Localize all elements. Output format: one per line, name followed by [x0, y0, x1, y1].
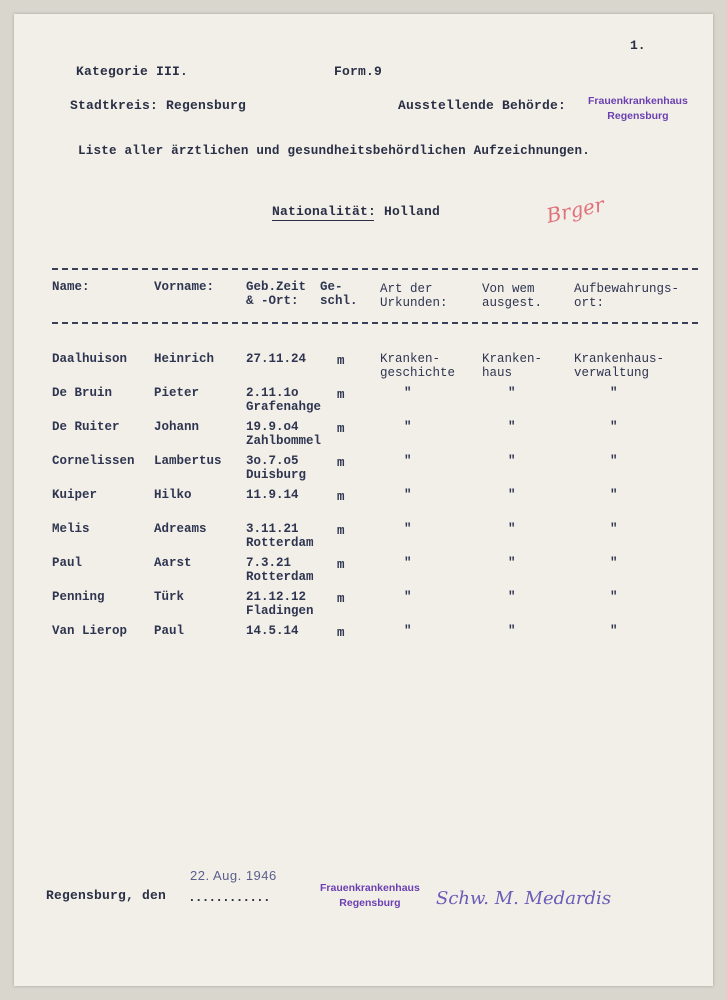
- cell-name: Paul: [52, 556, 83, 570]
- cell-art: ": [404, 590, 412, 604]
- column-header-geschl: Ge- schl.: [320, 280, 358, 308]
- cell-ort: Krankenhaus- verwaltung: [574, 352, 665, 380]
- cell-name: Kuiper: [52, 488, 98, 502]
- table-header-rule: [52, 322, 698, 324]
- cell-geschl: m: [337, 354, 345, 368]
- cell-geschl: m: [337, 490, 345, 504]
- cell-vorname: Pieter: [154, 386, 200, 400]
- cell-name: Van Lierop: [52, 624, 128, 638]
- cell-vorname: Heinrich: [154, 352, 215, 366]
- issuing-authority-stamp: [588, 94, 688, 124]
- footer-date-stamp: 22. Aug. 1946: [190, 868, 277, 883]
- cell-ort: ": [610, 556, 618, 570]
- cell-art: ": [404, 420, 412, 434]
- cell-geschl: m: [337, 456, 345, 470]
- document-title: Liste aller ärztlichen und gesundheitsbehördlichen Aufzeichnungen.: [78, 144, 590, 158]
- cell-geb: 3o.7.o5 Duisburg: [246, 454, 307, 482]
- cell-name: Melis: [52, 522, 90, 536]
- column-header-ort: Aufbewahrungs- ort:: [574, 282, 680, 310]
- cell-art: ": [404, 522, 412, 536]
- cell-art: ": [404, 454, 412, 468]
- cell-ort: ": [610, 590, 618, 604]
- cell-vorname: Aarst: [154, 556, 192, 570]
- footer-stamp-line-1: Frauenkrankenhaus: [320, 882, 420, 894]
- cell-von: ": [508, 590, 516, 604]
- column-header-geb: Geb.Zeit & -Ort:: [246, 280, 307, 308]
- column-header-art: Art der Urkunden:: [380, 282, 448, 310]
- cell-art: ": [404, 488, 412, 502]
- cell-von: ": [508, 420, 516, 434]
- cell-geschl: m: [337, 626, 345, 640]
- cell-geb: 7.3.21 Rotterdam: [246, 556, 314, 584]
- cell-geb: 14.5.14: [246, 624, 299, 638]
- page-number: 1.: [630, 38, 646, 53]
- column-header-vorname: Vorname:: [154, 280, 215, 294]
- cell-von: ": [508, 386, 516, 400]
- footer-place: Regensburg, den: [46, 888, 167, 903]
- cell-vorname: Paul: [154, 624, 185, 638]
- cell-geb: 11.9.14: [246, 488, 299, 502]
- cell-art: Kranken- geschichte: [380, 352, 456, 380]
- footer-stamp-line-2: Regensburg: [339, 897, 401, 909]
- cell-art: ": [404, 556, 412, 570]
- cell-vorname: Lambertus: [154, 454, 222, 468]
- cell-name: De Ruiter: [52, 420, 120, 434]
- cell-geschl: m: [337, 592, 345, 606]
- form-label: Form.9: [334, 64, 383, 79]
- cell-geb: 21.12.12 Fladingen: [246, 590, 314, 618]
- cell-vorname: Türk: [154, 590, 185, 604]
- red-annotation: Brger: [544, 192, 607, 228]
- cell-ort: ": [610, 454, 618, 468]
- cell-geb: 2.11.1o Grafenahge: [246, 386, 322, 414]
- signature: Schw. M. Medardis: [436, 888, 612, 909]
- document-page: [14, 14, 713, 986]
- cell-art: ": [404, 624, 412, 638]
- cell-name: De Bruin: [52, 386, 113, 400]
- cell-vorname: Johann: [154, 420, 200, 434]
- column-header-von: Von wem ausgest.: [482, 282, 543, 310]
- cell-von: ": [508, 522, 516, 536]
- cell-ort: ": [610, 522, 618, 536]
- cell-von: ": [508, 488, 516, 502]
- cell-ort: ": [610, 624, 618, 638]
- nationality-underline: [272, 220, 374, 221]
- cell-ort: ": [610, 420, 618, 434]
- cell-ort: ": [610, 386, 618, 400]
- cell-geb: 19.9.o4 Zahlbommel: [246, 420, 322, 448]
- cell-von: Kranken- haus: [482, 352, 543, 380]
- cell-geb: 3.11.21 Rotterdam: [246, 522, 314, 550]
- cell-geschl: m: [337, 388, 345, 402]
- cell-art: ": [404, 386, 412, 400]
- cell-vorname: Adreams: [154, 522, 207, 536]
- ausstellende-behoerde-label: Ausstellende Behörde:: [398, 98, 567, 113]
- cell-geb: 27.11.24: [246, 352, 307, 366]
- nationality-label: Nationalität: Holland: [272, 204, 441, 219]
- table-top-rule: [52, 268, 698, 270]
- footer-stamp: [320, 881, 420, 911]
- cell-ort: ": [610, 488, 618, 502]
- cell-von: ": [508, 556, 516, 570]
- stadtkreis-label: Stadtkreis: Regensburg: [70, 98, 247, 113]
- cell-von: ": [508, 624, 516, 638]
- cell-name: Cornelissen: [52, 454, 135, 468]
- cell-geschl: m: [337, 422, 345, 436]
- column-header-name: Name:: [52, 280, 90, 294]
- stamp-line-1: Frauenkrankenhaus: [588, 95, 688, 107]
- cell-name: Daalhuison: [52, 352, 128, 366]
- cell-vorname: Hilko: [154, 488, 192, 502]
- cell-geschl: m: [337, 558, 345, 572]
- stamp-line-2: Regensburg: [607, 110, 669, 122]
- cell-von: ": [508, 454, 516, 468]
- kategorie-label: Kategorie III.: [76, 64, 189, 79]
- cell-geschl: m: [337, 524, 345, 538]
- cell-name: Penning: [52, 590, 105, 604]
- footer-date-dots: ............: [188, 890, 270, 905]
